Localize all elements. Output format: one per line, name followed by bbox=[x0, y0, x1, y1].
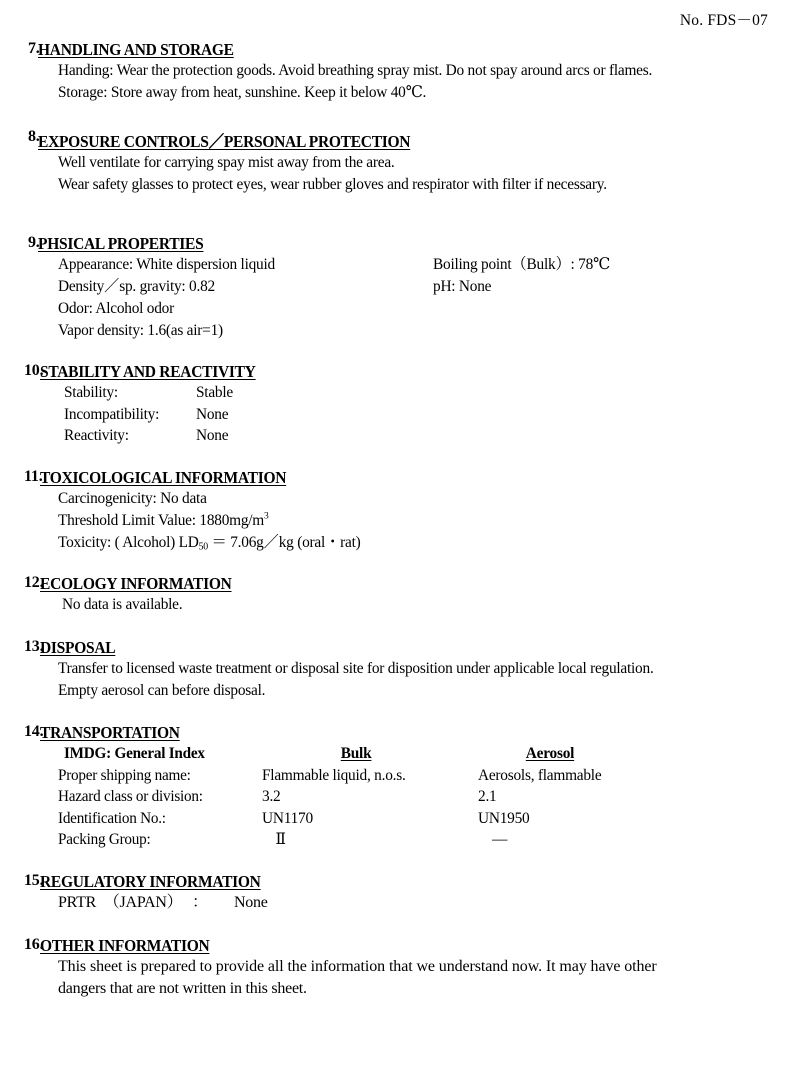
section-heading bbox=[0, 723, 800, 743]
document-number: No. FDS－07 bbox=[679, 12, 768, 29]
toxicology-threshold-limit-value bbox=[58, 510, 770, 532]
section-transportation bbox=[0, 723, 800, 851]
property-density: Density／sp. gravity: 0.82 bbox=[58, 278, 215, 295]
toxicity-text: Toxicity: ( Alcohol) LD bbox=[58, 534, 199, 551]
transport-table-row bbox=[58, 808, 800, 830]
toxicology-toxicity bbox=[58, 532, 770, 554]
row-label: Stability: bbox=[64, 384, 118, 401]
prtr-label: PRTR （JAPAN） bbox=[58, 894, 183, 911]
tlv-superscript: 3 bbox=[264, 510, 269, 522]
transport-table-row bbox=[58, 786, 800, 808]
transport-table-header bbox=[64, 743, 800, 765]
property-odor: Odor: Alcohol odor bbox=[58, 300, 174, 317]
section-regulatory-information bbox=[0, 872, 800, 914]
section-body-line: Well ventilate for carrying spay mist away from the area. bbox=[58, 154, 395, 171]
transport-cell-bulk: Flammable liquid, n.o.s. bbox=[262, 766, 406, 784]
section-body-line: Transfer to licensed waste treatment or disposal site for disposition under applicable local regulation. bbox=[58, 660, 654, 677]
section-heading bbox=[0, 638, 800, 658]
transport-cell-label: Proper shipping name: bbox=[58, 766, 191, 784]
transport-cell-label: Identification No.: bbox=[58, 809, 166, 827]
section-heading bbox=[0, 128, 800, 152]
section-heading bbox=[0, 574, 800, 594]
section-number: 8. bbox=[28, 128, 40, 145]
section-title: ECOLOGY INFORMATION bbox=[40, 574, 232, 593]
paragraph-main: This sheet is prepared to provide all the information that we understand now. It may have other bbox=[58, 958, 657, 975]
section-title: TRANSPORTATION bbox=[40, 723, 180, 742]
stability-row bbox=[64, 404, 800, 426]
section-ecology-information bbox=[0, 574, 800, 616]
transport-cell-aerosol: Aerosols, flammable bbox=[478, 766, 602, 784]
row-value: None bbox=[196, 427, 229, 444]
section-disposal bbox=[0, 638, 800, 702]
toxicology-carcinogenicity: Carcinogenicity: No data bbox=[58, 490, 207, 507]
toxicity-subscript: 50 bbox=[198, 541, 208, 553]
row-label: Reactivity: bbox=[64, 427, 129, 444]
property-appearance: Appearance: White dispersion liquid bbox=[58, 256, 275, 273]
section-title: DISPOSAL bbox=[40, 638, 116, 657]
tlv-text: Threshold Limit Value: 1880mg/m bbox=[58, 512, 265, 529]
section-number: 15. bbox=[24, 872, 44, 889]
section-heading bbox=[0, 936, 800, 956]
section-body-line: Empty aerosol can before disposal. bbox=[58, 682, 266, 699]
section-heading bbox=[0, 362, 800, 382]
paragraph-last-line: dangers that are not written in this sheet. bbox=[58, 980, 307, 997]
stability-row bbox=[64, 425, 800, 447]
property-ph: pH: None bbox=[433, 278, 492, 295]
property-row bbox=[58, 298, 800, 320]
section-toxicological-information bbox=[0, 468, 800, 554]
row-value: None bbox=[196, 405, 229, 423]
prtr-colon: ： bbox=[192, 894, 208, 911]
section-body-line: Storage: Store away from heat, sunshine. Keep it below 40℃. bbox=[58, 84, 427, 101]
property-vapor-density: Vapor density: 1.6(as air=1) bbox=[58, 322, 223, 339]
prtr-row bbox=[58, 892, 800, 914]
section-number: 9. bbox=[28, 234, 40, 251]
property-row bbox=[58, 276, 800, 298]
section-body-line: Handing: Wear the protection goods. Avoid breathing spray mist. Do not spay around arcs or flames. bbox=[58, 62, 653, 79]
row-label: Incompatibility: bbox=[64, 405, 160, 423]
section-title: HANDLING AND STORAGE bbox=[38, 40, 234, 59]
transport-cell-aerosol: UN1950 bbox=[478, 809, 530, 827]
transport-cell-aerosol: 2.1 bbox=[478, 788, 497, 805]
transport-header-imdg: IMDG: General Index bbox=[64, 745, 205, 762]
property-row bbox=[58, 254, 800, 276]
section-number: 16. bbox=[24, 936, 44, 953]
stability-row bbox=[64, 382, 800, 404]
section-title: PHSICAL PROPERTIES bbox=[38, 234, 204, 253]
property-row bbox=[58, 320, 800, 342]
section-heading bbox=[0, 468, 800, 488]
section-heading bbox=[0, 234, 800, 254]
section-title: REGULATORY INFORMATION bbox=[40, 872, 261, 891]
transport-cell-aerosol: ― bbox=[492, 831, 508, 848]
section-number: 14. bbox=[24, 723, 44, 740]
section-title: STABILITY AND REACTIVITY bbox=[40, 362, 256, 381]
transport-header-aerosol: Aerosol bbox=[525, 745, 575, 762]
section-number: 12. bbox=[24, 574, 44, 591]
section-heading bbox=[0, 40, 800, 60]
section-body-line: No data is available. bbox=[62, 596, 183, 613]
transport-cell-label: Packing Group: bbox=[58, 831, 151, 848]
transport-table-row bbox=[58, 765, 800, 787]
section-stability-and-reactivity bbox=[0, 362, 800, 447]
section-title: EXPOSURE CONTROLS／PERSONAL PROTECTION bbox=[38, 132, 411, 151]
section-title: TOXICOLOGICAL INFORMATION bbox=[40, 468, 287, 487]
transport-header-bulk: Bulk bbox=[340, 745, 372, 762]
section-body-line: Wear safety glasses to protect eyes, wear rubber gloves and respirator with filter if necessary. bbox=[58, 176, 607, 193]
section-number: 7. bbox=[28, 40, 40, 57]
section-number: 10. bbox=[24, 362, 44, 379]
section-physical-properties bbox=[0, 234, 800, 342]
other-information-paragraph bbox=[58, 956, 768, 1000]
transport-table-row bbox=[58, 829, 800, 851]
prtr-value: None bbox=[234, 894, 268, 911]
transport-cell-bulk: UN1170 bbox=[262, 809, 313, 827]
section-exposure-controls bbox=[0, 128, 800, 196]
section-other-information bbox=[0, 936, 800, 1000]
section-number: 11. bbox=[24, 468, 43, 485]
transport-cell-bulk: 3.2 bbox=[262, 788, 281, 805]
toxicity-tail: ＝ 7.06g／kg (oral・rat) bbox=[207, 534, 361, 551]
transport-cell-label: Hazard class or division: bbox=[58, 788, 203, 805]
row-value: Stable bbox=[196, 384, 233, 401]
section-handling-and-storage bbox=[0, 40, 800, 104]
transport-cell-bulk: Ⅱ bbox=[275, 831, 286, 848]
section-title: OTHER INFORMATION bbox=[40, 936, 210, 955]
property-boiling-point: Boiling point（Bulk）: 78℃ bbox=[433, 256, 610, 273]
section-number: 13. bbox=[24, 638, 44, 655]
section-heading bbox=[0, 872, 800, 892]
